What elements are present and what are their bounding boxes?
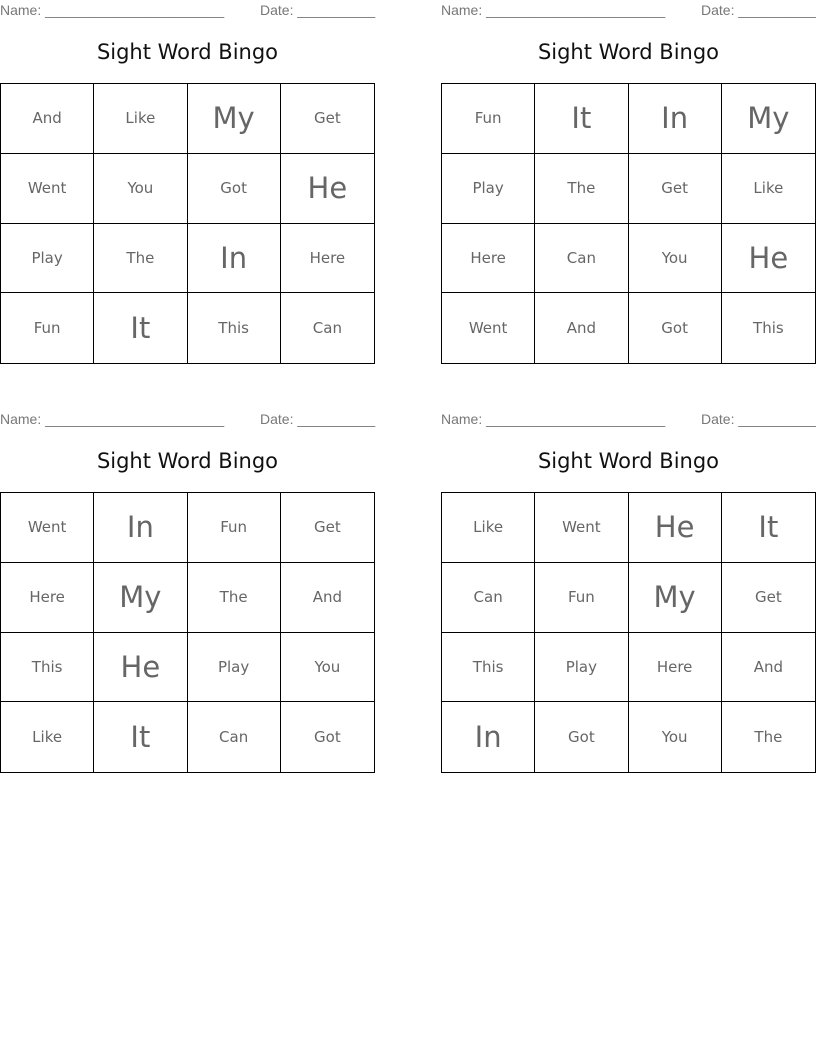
- bingo-cell: Fun: [442, 84, 535, 154]
- bingo-cell: Here: [1, 563, 94, 633]
- bingo-cell: It: [94, 293, 187, 363]
- bingo-cell: My: [188, 84, 281, 154]
- bingo-cell: He: [722, 224, 815, 294]
- bingo-cell: Can: [442, 563, 535, 633]
- bingo-card: [441, 0, 816, 365]
- bingo-cell: My: [722, 84, 815, 154]
- bingo-cell: Got: [535, 702, 628, 772]
- header-line: [0, 2, 375, 18]
- bingo-cell: And: [535, 293, 628, 363]
- name-field: Name: _______________________: [441, 411, 666, 427]
- bingo-cell: It: [535, 84, 628, 154]
- bingo-cell: It: [722, 493, 815, 563]
- bingo-cell: Get: [281, 493, 374, 563]
- bingo-cell: Get: [281, 84, 374, 154]
- bingo-cell: Went: [1, 154, 94, 224]
- date-field: Date: __________: [701, 2, 816, 18]
- name-field: Name: _______________________: [0, 411, 225, 427]
- bingo-cell: Here: [629, 633, 722, 703]
- bingo-grid: [0, 492, 375, 773]
- bingo-cell: Get: [629, 154, 722, 224]
- bingo-cell: In: [442, 702, 535, 772]
- bingo-cell: Play: [188, 633, 281, 703]
- bingo-cell: Went: [1, 493, 94, 563]
- bingo-cell: You: [629, 224, 722, 294]
- bingo-cell: Can: [312, 319, 342, 338]
- bingo-cell: Got: [629, 293, 722, 363]
- bingo-cell: In: [188, 224, 281, 294]
- bingo-cell: He: [629, 493, 722, 563]
- name-field: Name: _______________________: [0, 2, 225, 18]
- bingo-cell: In: [94, 493, 187, 563]
- bingo-cell: My: [94, 563, 187, 633]
- date-field: Date: __________: [260, 2, 376, 18]
- bingo-cell: Got: [314, 728, 341, 747]
- card-title: Sight Word Bingo: [96, 40, 279, 64]
- bingo-cell: Get: [722, 563, 815, 633]
- bingo-cell: This: [1, 633, 94, 703]
- bingo-cell: Here: [281, 224, 374, 294]
- bingo-cell: My: [629, 563, 722, 633]
- bingo-cell: And: [281, 563, 374, 633]
- bingo-cell: Play: [535, 633, 628, 703]
- bingo-grid: [441, 492, 816, 773]
- bingo-cell: You: [94, 154, 187, 224]
- bingo-cell: And: [1, 84, 94, 154]
- bingo-card: [441, 409, 816, 774]
- bingo-cell: The: [94, 224, 187, 294]
- bingo-cell: And: [722, 633, 815, 703]
- bingo-cell: He: [281, 154, 374, 224]
- bingo-cell: Fun: [188, 493, 281, 563]
- bingo-cell: He: [94, 633, 187, 703]
- card-title: Sight Word Bingo: [537, 449, 720, 473]
- bingo-cell: Like: [1, 702, 94, 772]
- bingo-cell: The: [754, 728, 783, 747]
- bingo-cell: You: [629, 702, 722, 772]
- name-field: Name: _______________________: [441, 2, 666, 18]
- date-field: Date: __________: [260, 411, 376, 427]
- bingo-card: [0, 0, 375, 365]
- bingo-cell: Fun: [535, 563, 628, 633]
- bingo-cell: This: [753, 319, 784, 338]
- bingo-cell: Fun: [1, 293, 94, 363]
- bingo-cell: Like: [442, 493, 535, 563]
- card-title: Sight Word Bingo: [537, 40, 720, 64]
- card-title: Sight Word Bingo: [96, 449, 279, 473]
- bingo-cell: This: [188, 293, 281, 363]
- bingo-cell: Like: [94, 84, 187, 154]
- bingo-cell: Can: [188, 702, 281, 772]
- bingo-cell: In: [629, 84, 722, 154]
- bingo-cell: It: [94, 702, 187, 772]
- bingo-cell: Like: [722, 154, 815, 224]
- bingo-cell: You: [281, 633, 374, 703]
- bingo-cell: Went: [535, 493, 628, 563]
- bingo-cell: The: [188, 563, 281, 633]
- bingo-card: [0, 409, 375, 774]
- bingo-cell: The: [535, 154, 628, 224]
- header-line: [441, 411, 816, 427]
- bingo-cell: Play: [442, 154, 535, 224]
- bingo-grid: [441, 83, 816, 364]
- header-line: [0, 411, 375, 427]
- date-field: Date: __________: [701, 411, 816, 427]
- bingo-cell: Play: [1, 224, 94, 294]
- bingo-cell: This: [442, 633, 535, 703]
- bingo-cell: Got: [188, 154, 281, 224]
- bingo-cell: Went: [442, 293, 535, 363]
- header-line: [441, 2, 816, 18]
- bingo-grid: [0, 83, 375, 364]
- bingo-cell: Can: [535, 224, 628, 294]
- bingo-cell: Here: [442, 224, 535, 294]
